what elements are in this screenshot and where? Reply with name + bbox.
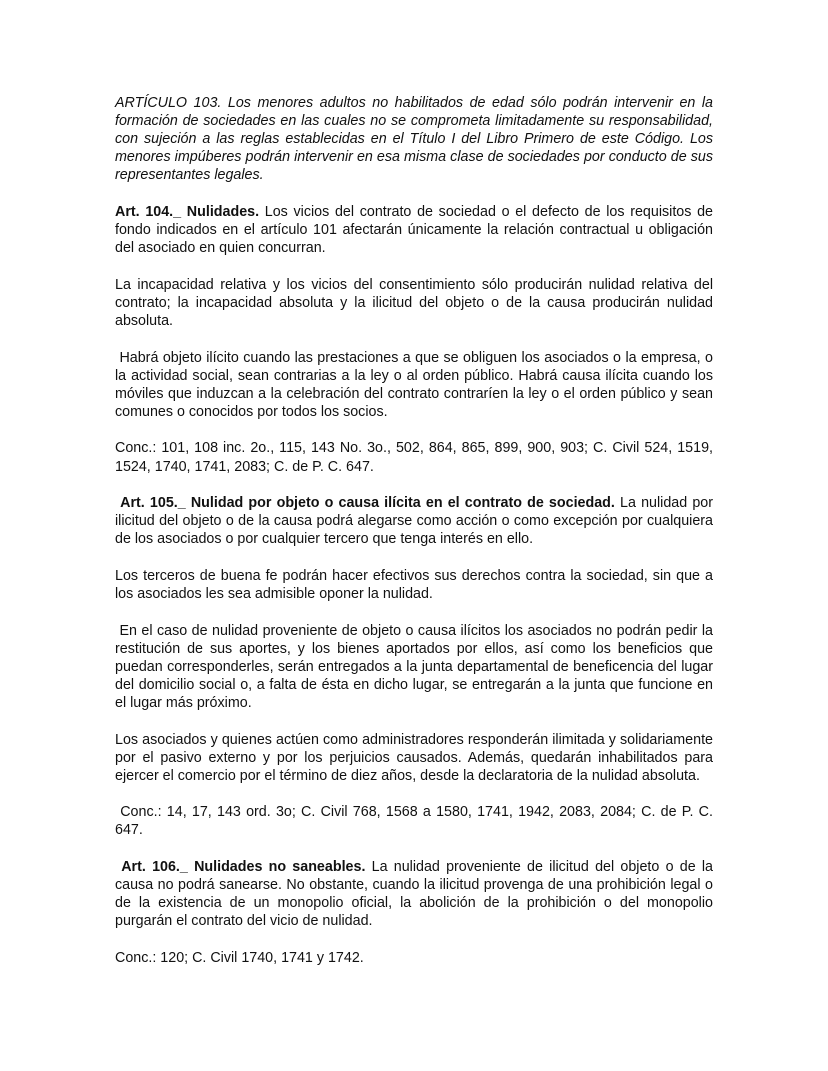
article-105-text-3: En el caso de nulidad proveniente de objeto o causa ilícitos los asociados no podrán pedir la restitución de sus aportes, y los bienes aportados por ellos, así como los beneficios que puedan corresponderles, serán entregados a la junta departamental de beneficencia del lugar del domicilio social o, a falta de ésta en dicho lugar, se entregarán a la junta que funcione en el lugar más próximo. xyxy=(115,622,717,711)
article-105-paragraph-4 xyxy=(115,731,713,785)
article-104-text-1: Los vicios del contrato de sociedad o el defecto de los requisitos de fondo indicados en el artículo 101 afectarán únicamente la relación contractual u obligación del asociado en quien concurran. xyxy=(115,203,713,257)
article-105-text-1: La nulidad por ilicitud del objeto o de la causa podrá alegarse como acción o como excepción por cualquiera de los asociados o por cualquier tercero que tenga interés en ello. xyxy=(115,495,714,548)
article-105-heading: Art. 105._ Nulidad por objeto o causa ilícita en el contrato de sociedad. xyxy=(115,495,615,512)
article-106-paragraph-1 xyxy=(115,858,713,930)
document-page xyxy=(115,94,717,985)
article-105-paragraph-1 xyxy=(115,494,713,548)
article-103-paragraph xyxy=(115,94,713,184)
article-104-heading: Art. 104._ Nulidades. xyxy=(115,203,260,220)
article-105-paragraph-3 xyxy=(115,622,717,712)
article-104-text-3: Habrá objeto ilícito cuando las prestaciones a que se obliguen los asociados o la empresa, o la actividad social, sean contrarias a la ley o al orden público. Habrá causa ilícita cuando los móviles que induzcan a la celebración del contrato contraríen la ley o el orden público y sean comunes o conocidos por todos los socios. xyxy=(115,349,717,420)
article-105-paragraph-2 xyxy=(115,567,713,603)
article-104-paragraph-3 xyxy=(115,349,717,421)
article-104-concordance xyxy=(115,439,713,475)
article-105-concordance xyxy=(115,803,717,839)
article-103-text: ARTÍCULO 103. Los menores adultos no habilitados de edad sólo podrán intervenir en la formación de sociedades en las cuales no se comprometa limitadamente su responsabilidad, con sujeción a las reglas establecidas en el Título I del Libro Primero de este Código. Los menores impúberes podrán intervenir en esa misma clase de sociedades por conducto de sus representantes legales. xyxy=(115,95,713,184)
article-106-concordance xyxy=(115,949,713,967)
article-106-conc-text: Conc.: 120; C. Civil 1740, 1741 y 1742. xyxy=(115,949,364,966)
article-104-paragraph-1 xyxy=(115,203,713,257)
article-105-text-2: Los terceros de buena fe podrán hacer efectivos sus derechos contra la sociedad, sin que a los asociados les sea admisible oponer la nulidad. xyxy=(115,567,713,602)
article-106-text-1: La nulidad proveniente de ilicitud del objeto o de la causa no podrá sanearse. No obstante, cuando la ilicitud provenga de una prohibición legal o de la existencia de un monopolio oficial, la abolición de la prohibición o del monopolio purgarán el contrato del vicio de nulidad. xyxy=(115,859,713,930)
article-105-text-4: Los asociados y quienes actúen como administradores responderán ilimitada y solidariamente por el pasivo externo y por los perjuicios causados. Además, quedarán inhabilitados para ejercer el comercio por el término de diez años, desde la declaratoria de la nulidad absoluta. xyxy=(115,731,713,784)
article-105-conc-text: Conc.: 14, 17, 143 ord. 3o; C. Civil 768, 1568 a 1580, 1741, 1942, 2083, 2084; C. de P. C. 647. xyxy=(115,804,717,839)
article-104-paragraph-2 xyxy=(115,276,713,330)
article-106-heading: Art. 106._ Nulidades no saneables. xyxy=(115,859,366,875)
article-104-text-2: La incapacidad relativa y los vicios del consentimiento sólo producirán nulidad relativa del contrato; la incapacidad absoluta y la ilicitud del objeto o de la causa producirán nulidad absoluta. xyxy=(115,276,713,329)
article-104-conc-text: Conc.: 101, 108 inc. 2o., 115, 143 No. 3o., 502, 864, 865, 899, 900, 903; C. Civil 524, 1519, 1524, 1740, 1741, 2083; C. de P. C. 647. xyxy=(115,440,713,475)
